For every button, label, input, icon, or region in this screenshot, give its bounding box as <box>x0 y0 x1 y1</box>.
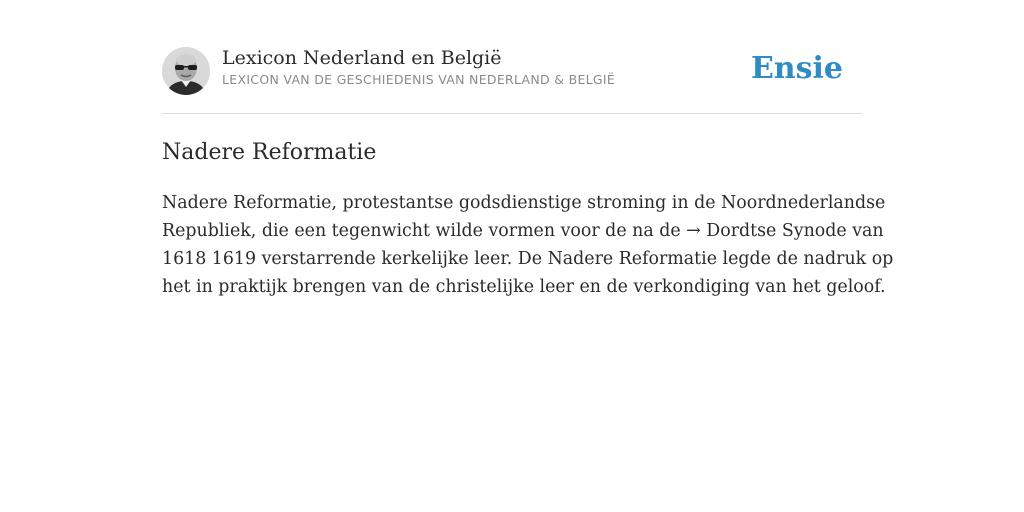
site-title[interactable]: Lexicon Nederland en België <box>222 47 502 69</box>
article-title: Nadere Reformatie <box>162 140 377 165</box>
site-header <box>162 46 862 114</box>
site-subtitle: LEXICON VAN DE GESCHIEDENIS VAN NEDERLAND & BELGIË <box>222 72 616 87</box>
article-line: Nadere Reformatie, protestantse godsdienstige stroming in de Noordnederlandse <box>162 193 886 213</box>
article-body <box>162 189 894 301</box>
avatar[interactable] <box>162 47 210 95</box>
article-line: Republiek, die een tegenwicht wilde vormen voor de na de → Dordtse Synode van <box>162 221 884 241</box>
person-with-glasses-icon <box>162 47 210 95</box>
article-line: 1618 1619 verstarrende kerkelijke leer. De Nadere Reformatie legde de nadruk op <box>162 249 894 269</box>
article-line: het in praktijk brengen van de christelijke leer en de verkondiging van het geloof. <box>162 277 886 297</box>
brand-logo[interactable]: Ensie <box>750 51 843 86</box>
article-card <box>162 46 894 301</box>
site-titles <box>222 46 615 90</box>
